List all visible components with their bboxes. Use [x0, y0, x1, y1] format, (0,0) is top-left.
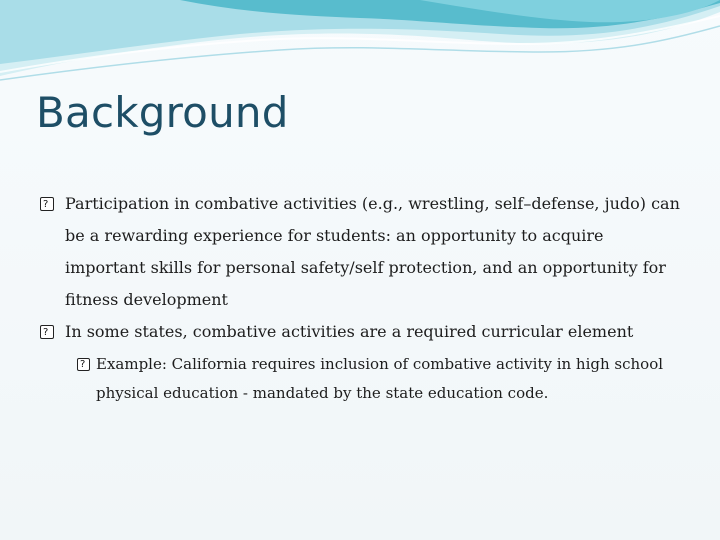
bullet-placeholder-icon: [40, 325, 54, 339]
bullet-placeholder-icon: [40, 197, 54, 211]
slide-content: [40, 188, 680, 408]
header-wave-decoration: [0, 0, 720, 90]
bullet-item: [40, 316, 680, 348]
bullet-text: Participation in combative activities (e.g., wrestling, self–defense, judo) can be a rewarding experience for students: an opportunity to acquire important skills for personal safety/self protection, and an opportunity for fitness development: [65, 194, 680, 309]
sub-bullet-text: Example: California requires inclusion of combative activity in high school physical education - mandated by the state education code.: [96, 355, 664, 402]
bullet-placeholder-icon: [77, 358, 90, 371]
bullet-item: [40, 188, 680, 316]
sub-bullet-item: [77, 350, 680, 408]
bullet-text: In some states, combative activities are a required curricular element: [65, 322, 634, 341]
slide-title: Background: [36, 88, 289, 137]
